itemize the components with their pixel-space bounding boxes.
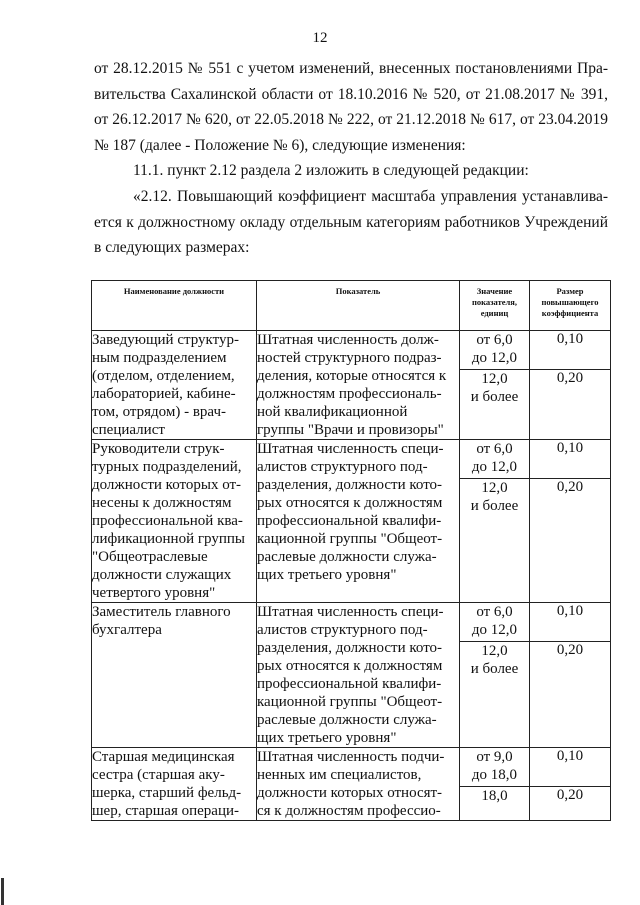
cell-line: от 6,0	[476, 604, 513, 620]
cell-line: и более	[470, 661, 519, 677]
cell-line: бухгалтера	[92, 622, 162, 638]
value-cell	[460, 603, 530, 642]
cell-line: Заместитель главного	[92, 604, 231, 620]
cell-line: профессиональной ква-	[92, 513, 243, 529]
cell-line: до 12,0	[471, 622, 518, 638]
cell-line: ностей структурного подраз-	[257, 350, 442, 366]
value-cell	[460, 331, 530, 370]
text-line: в следующих размерах:	[94, 239, 250, 256]
cell-line: профессиональной квалифи-	[257, 676, 442, 692]
value-cell	[460, 787, 530, 821]
cell-line: рых относятся к должностям	[257, 658, 443, 674]
table-row	[92, 603, 611, 642]
table-row	[92, 331, 611, 370]
position-cell	[92, 748, 257, 821]
cell-line: (отделом, отделением,	[92, 368, 235, 384]
value-cell	[460, 642, 530, 748]
cell-line: Штатная численность долж-	[257, 332, 439, 348]
cell-line: "Общеотраслевые	[92, 549, 208, 565]
cell-line: группы "Врачи и провизоры"	[257, 422, 444, 438]
header-line: показателя,	[471, 297, 518, 307]
cell-line: специалист	[92, 422, 165, 438]
header-position: Наименование должности	[92, 281, 257, 331]
coefficient-cell: 0,10	[530, 331, 611, 370]
header-line: коэффициента	[541, 308, 599, 318]
cell-line: рых относятся к должностям	[257, 495, 443, 511]
cell-line: ной квалификационной	[257, 404, 408, 420]
coefficient-table	[91, 280, 611, 821]
cell-line: кационной группы "Общеот-	[257, 531, 443, 547]
page-number: 12	[312, 30, 328, 46]
coefficient-cell: 0,20	[530, 787, 611, 821]
header-line: Значение	[476, 286, 513, 296]
header-line: Размер	[556, 286, 584, 296]
value-cell	[460, 479, 530, 603]
cell-line: кационной группы "Общеот-	[257, 694, 443, 710]
header-indicator: Показатель	[257, 281, 460, 331]
cell-line: 12,0	[481, 371, 508, 387]
cell-line: и более	[470, 498, 519, 514]
cell-line: должностям профессиональ-	[257, 386, 442, 402]
cell-line: деления, которые относятся к	[257, 368, 447, 384]
header-coefficient	[530, 281, 611, 331]
cell-line: щих третьего уровня"	[257, 730, 397, 746]
text-line: вительства Сахалинской области от 18.10.2016 № 520, от 21.08.2017 № 391,	[94, 85, 608, 103]
cell-line: 12,0	[481, 480, 508, 496]
cell-line: Руководители струк-	[92, 441, 225, 457]
text-line: ется к должностному окладу отдельным категориям работников Учреждений	[94, 213, 608, 231]
cell-line: алистов структурного под-	[257, 622, 428, 638]
cell-line: должности которых относят-	[257, 785, 443, 801]
value-cell	[460, 440, 530, 479]
header-line: единиц	[480, 308, 509, 318]
coefficient-cell: 0,10	[530, 748, 611, 787]
cell-line: от 6,0	[476, 441, 513, 457]
indicator-cell	[257, 331, 460, 440]
cell-line: Штатная численность специ-	[257, 604, 444, 620]
cell-line: четвертого уровня"	[92, 585, 216, 601]
clause-paragraph	[94, 184, 608, 261]
text-line: от 28.12.2015 № 551 с учетом изменений, внесенных постановлениями Пра-	[94, 60, 608, 77]
cell-line: разделения, должности кото-	[257, 640, 443, 656]
cell-line: до 12,0	[471, 459, 518, 475]
cell-line: ненных им специалистов,	[257, 767, 422, 783]
table-header-row	[92, 281, 611, 331]
cell-line: и более	[470, 389, 519, 405]
cell-line: Штатная численность подчи-	[257, 749, 445, 765]
cell-line: том, отрядом) - врач-	[92, 404, 227, 420]
cell-line: лификационной группы	[92, 531, 245, 547]
cell-line: должности служащих	[92, 567, 232, 583]
cell-line: до 12,0	[471, 350, 518, 366]
intro-paragraph	[94, 56, 608, 158]
cell-line: от 9,0	[476, 749, 513, 765]
scan-edge-mark	[1, 878, 4, 905]
table-row	[92, 440, 611, 479]
coefficient-cell: 0,10	[530, 440, 611, 479]
cell-line: 12,0	[481, 643, 508, 659]
cell-line: до 18,0	[471, 767, 518, 783]
header-value	[460, 281, 530, 331]
coefficient-cell: 0,20	[530, 479, 611, 603]
cell-line: профессиональной квалифи-	[257, 513, 442, 529]
cell-line: лабораторией, кабине-	[92, 386, 236, 402]
table-row	[92, 748, 611, 787]
cell-line: Старшая медицинская	[92, 749, 235, 765]
position-cell	[92, 440, 257, 603]
cell-line: ся к должностям профессио-	[257, 803, 441, 819]
cell-line: алистов структурного под-	[257, 459, 428, 475]
value-cell	[460, 748, 530, 787]
cell-line: раслевые должности служа-	[257, 549, 437, 565]
position-cell	[92, 603, 257, 748]
indicator-cell	[257, 603, 460, 748]
cell-line: турных подразделений,	[92, 459, 242, 475]
cell-line: несены к должностям	[92, 495, 232, 511]
indicator-cell	[257, 748, 460, 821]
value-cell	[460, 370, 530, 440]
cell-line: от 6,0	[476, 332, 513, 348]
position-cell	[92, 331, 257, 440]
cell-line: ным подразделением	[92, 350, 227, 366]
text-line: «2.12. Повышающий коэффициент масштаба управления устанавлива-	[133, 188, 608, 205]
coefficient-cell: 0,10	[530, 603, 611, 642]
cell-line: раслевые должности служа-	[257, 712, 437, 728]
header-line: повышающего	[541, 297, 599, 307]
cell-line: разделения, должности кото-	[257, 477, 443, 493]
coefficient-cell: 0,20	[530, 642, 611, 748]
cell-line: шер, старшая операци-	[92, 803, 240, 819]
cell-line: 18,0	[481, 788, 508, 804]
cell-line: щих третьего уровня"	[257, 567, 397, 583]
amendment-item	[133, 158, 608, 184]
cell-line: должности которых от-	[92, 477, 242, 493]
cell-line: Заведующий структур-	[92, 332, 239, 348]
indicator-cell	[257, 440, 460, 603]
text-line: от 26.12.2017 № 620, от 22.05.2018 № 222, от 21.12.2018 № 617, от 23.04.2019	[94, 111, 608, 128]
cell-line: шерка, старший фельд-	[92, 785, 242, 801]
text-line: 11.1. пункт 2.12 раздела 2 изложить в следующей редакции:	[133, 162, 529, 179]
cell-line: Штатная численность специ-	[257, 441, 444, 457]
text-line: № 187 (далее - Положение № 6), следующие изменения:	[94, 136, 466, 154]
coefficient-cell: 0,20	[530, 370, 611, 440]
cell-line: сестра (старшая аку-	[92, 767, 225, 783]
